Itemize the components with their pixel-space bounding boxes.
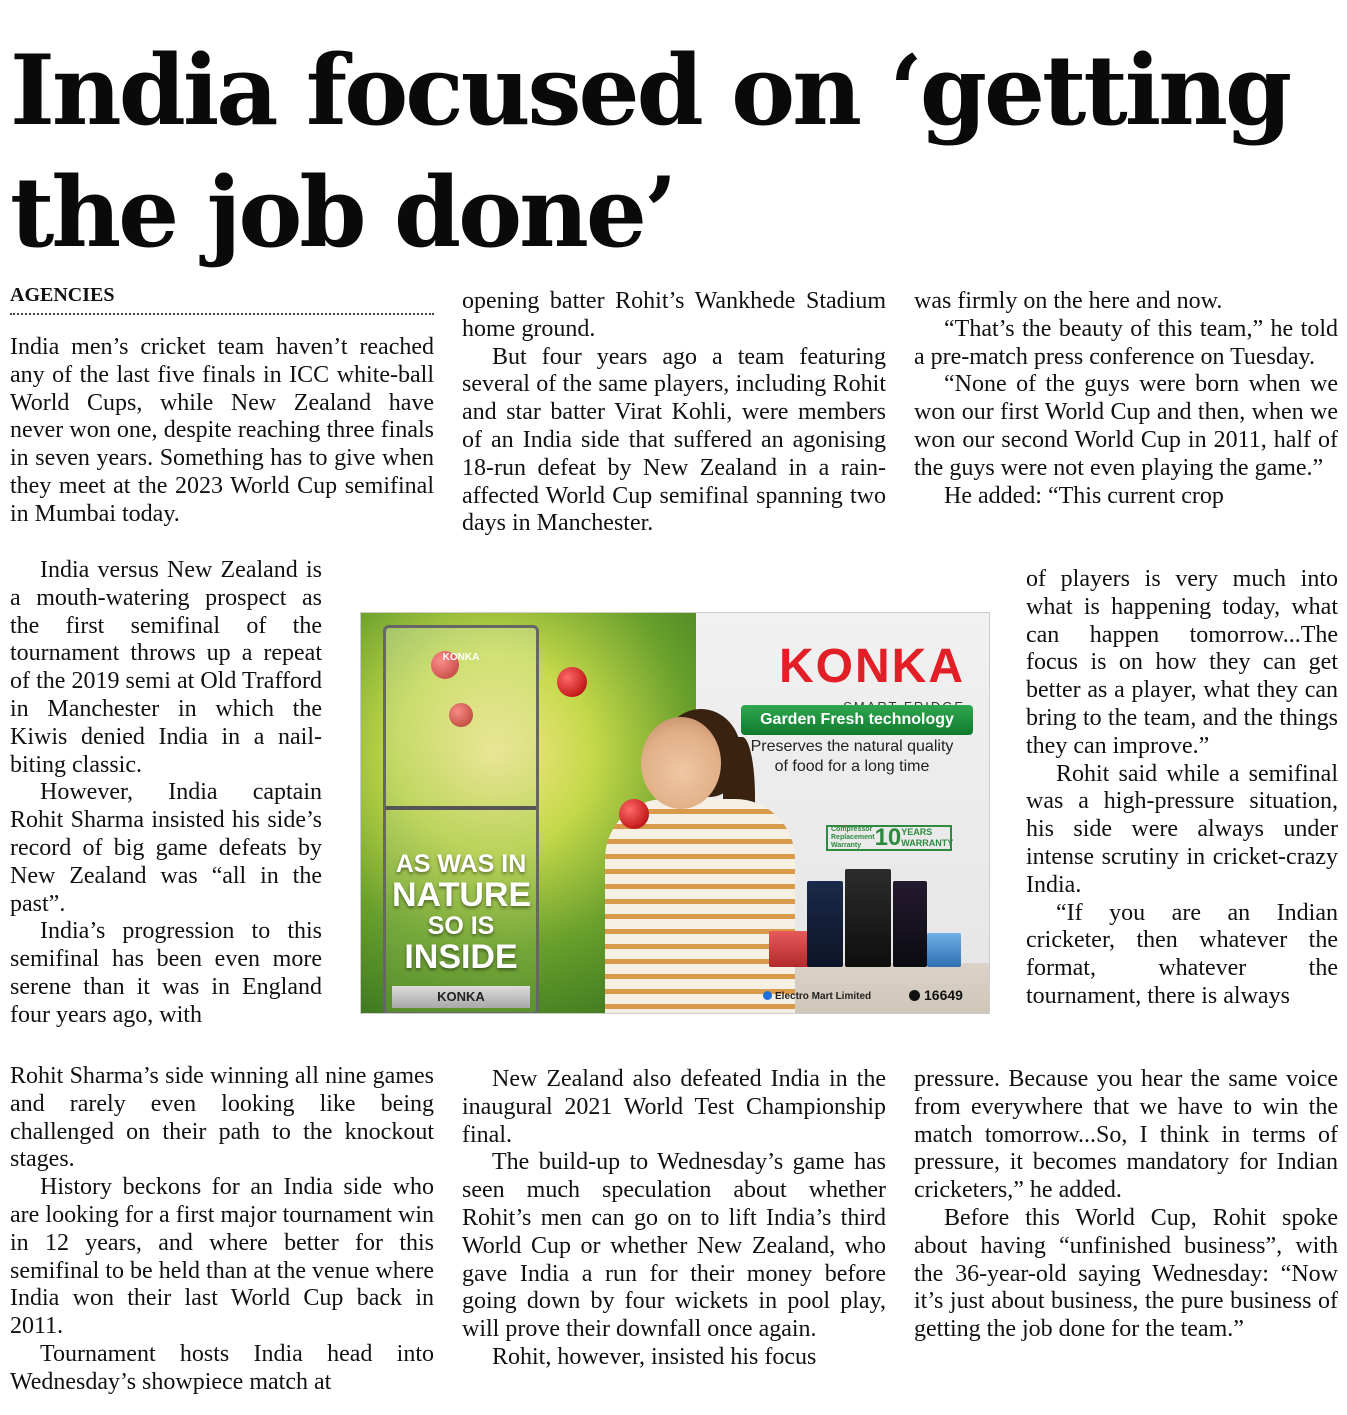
hotline-number: 16649 bbox=[924, 987, 963, 1003]
paragraph: But four years ago a team featuring several of the same players, including Rohit and star batter Virat Kohli, were members of an India side that suffered an agonising 18-run defeat by New Zealand in a rain-affected World Cup semifinal spanning two days in Manchester. bbox=[462, 343, 886, 537]
paragraph: Rohit Sharma’s side winning all nine games and rarely even looking like being challenged on their path to the knockout stages. bbox=[10, 1063, 434, 1173]
article-column-1-lower bbox=[10, 1063, 434, 1397]
fridge-image bbox=[383, 625, 539, 1014]
dealer-label bbox=[763, 991, 871, 1002]
ad-slogan bbox=[392, 850, 530, 974]
article-column-2-lower bbox=[462, 1066, 886, 1372]
slogan-line: SO IS bbox=[427, 912, 495, 940]
article-column-3-wrap bbox=[1026, 566, 1338, 1011]
fridge-brand-label: KONKA bbox=[442, 652, 480, 663]
warranty-label: Compressor Replacement Warranty bbox=[831, 826, 875, 849]
apple-icon bbox=[619, 799, 649, 829]
technology-banner: Garden Fresh technology bbox=[741, 705, 973, 735]
paragraph: Before this World Cup, Rohit spoke about having “unfinished business”, with the 36-year-old saying Wednesday: “Now it’s just about business, the pure business of getting the job done for the team.” bbox=[914, 1204, 1338, 1343]
warranty-label: YEARS WARRANTY bbox=[901, 827, 954, 848]
freezer-product bbox=[927, 933, 961, 967]
paragraph: Rohit said while a semifinal was a high-pressure situation, his side were always under intense scrutiny in cricket-crazy India. bbox=[1026, 760, 1338, 898]
paragraph: However, India captain Rohit Sharma insisted his side’s record of big game defeats by New Zealand was “all in the past”. bbox=[10, 779, 322, 917]
fridge-product bbox=[845, 869, 891, 967]
paragraph: opening batter Rohit’s Wankhede Stadium home ground. bbox=[462, 288, 886, 342]
paragraph: Tournament hosts India head into Wednesday’s showpiece match at bbox=[10, 1340, 434, 1395]
technology-description bbox=[741, 737, 963, 777]
paragraph: pressure. Because you hear the same voice from everywhere that we have to win the match tomorrow...So, I think in terms of pressure, it becomes mandatory for Indian cricketers,” he added. bbox=[914, 1066, 1338, 1204]
description-line: of food for a long time bbox=[774, 758, 930, 775]
slogan-line: NATURE bbox=[392, 876, 532, 914]
paragraph: of players is very much into what is happening today, what can happen tomorrow...The focus is on how they can get better as a player, what they can bring to the team, and the things they can improve.” bbox=[1026, 566, 1338, 759]
paragraph: was firmly on the here and now. bbox=[914, 288, 1223, 314]
fridge-product bbox=[893, 881, 927, 967]
model-striped-top bbox=[605, 799, 795, 1013]
article-column-2 bbox=[462, 288, 886, 538]
headline: India focused on ‘getting the job done’ bbox=[10, 34, 1290, 269]
freezer-product bbox=[769, 931, 809, 967]
dealer-name: Electro Mart Limited bbox=[775, 991, 872, 1002]
paragraph: India’s progression to this semifinal has been even more serene than it was in England four years ago, with bbox=[10, 918, 322, 1028]
warranty-years: 10 bbox=[874, 824, 902, 851]
konka-advertisement bbox=[360, 612, 990, 1014]
slogan-line: AS WAS IN bbox=[395, 850, 527, 878]
article-column-1 bbox=[10, 334, 434, 529]
article-column-3 bbox=[914, 288, 1338, 510]
paragraph: History beckons for an India side who are looking for a first major tournament win in 12 years, and where better for this semifinal to be held than at the venue where India won their last World Cup back in 2011. bbox=[10, 1174, 434, 1340]
paragraph: India men’s cricket team haven’t reached any of the last five finals in ICC white-ball World Cups, while New Zealand have never won one, despite reaching three finals in seven years. Something has to give when they meet at the 2023 World Cup semifinal in Mumbai today. bbox=[10, 334, 434, 527]
paragraph: India versus New Zealand is a mouth-watering prospect as the first semifinal of the tournament throws up a repeat of the 2019 semi at Old Trafford in Manchester in which the Kiwis denied India in a nail-biting classic. bbox=[10, 557, 322, 778]
fridge-brand-plate: KONKA bbox=[392, 986, 530, 1008]
model-face bbox=[641, 717, 721, 809]
paragraph: He added: “This current crop bbox=[944, 482, 1224, 509]
fridge-product bbox=[807, 881, 843, 967]
paragraph: Rohit, however, insisted his focus bbox=[492, 1343, 817, 1370]
paragraph: New Zealand also defeated India in the inaugural 2021 World Test Championship final. bbox=[462, 1066, 886, 1148]
hotline bbox=[909, 987, 963, 1003]
article-column-1-wrap bbox=[10, 557, 322, 1030]
apple-icon bbox=[557, 667, 587, 697]
fridge-door-divider bbox=[386, 806, 536, 810]
article-column-3-lower bbox=[914, 1066, 1338, 1344]
warranty-badge bbox=[826, 825, 952, 851]
phone-icon bbox=[909, 990, 920, 1001]
paragraph: “If you are an Indian cricketer, then whatever the format, whatever the tournament, there is always bbox=[1026, 899, 1338, 1009]
paragraph: “That’s the beauty of this team,” he told a pre-match press conference on Tuesday. bbox=[914, 315, 1338, 370]
konka-logo: KONKA bbox=[779, 640, 965, 693]
byline: AGENCIES bbox=[10, 284, 434, 315]
description-line: Preserves the natural quality bbox=[750, 738, 954, 755]
paragraph: “None of the guys were born when we won our first World Cup and then, when we won our second World Cup in 2011, half of the guys were not even playing the game.” bbox=[914, 371, 1338, 481]
paragraph: The build-up to Wednesday’s game has seen much speculation about whether Rohit’s men can go on to lift India’s third World Cup or whether New Zealand, who gave India a run for their money before going down by four wickets in pool play, will prove their downfall once again. bbox=[462, 1149, 886, 1343]
dealer-logo-icon bbox=[763, 991, 772, 1000]
slogan-line: INSIDE bbox=[404, 938, 518, 976]
